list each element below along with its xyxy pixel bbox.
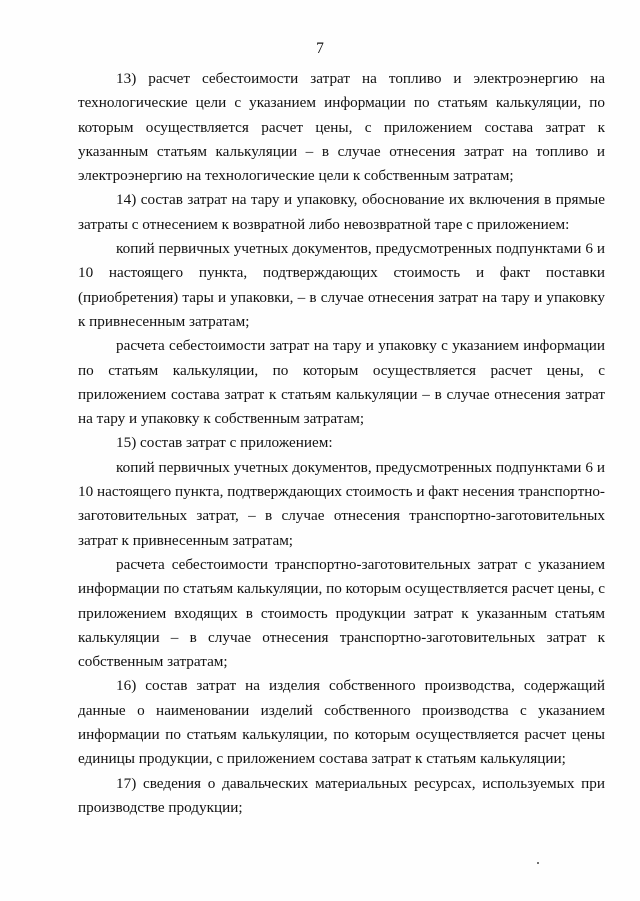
paragraph-15: 15) состав затрат с приложением: xyxy=(116,434,333,452)
document-body xyxy=(78,67,605,820)
paragraph-14: 14) состав затрат на тару и упаковку, обоснование их включения в прямые затраты с отнесением к возвратной либо невозвратной таре с приложением: xyxy=(78,191,605,233)
scan-speck xyxy=(537,862,539,864)
paragraph-16: 16) состав затрат на изделия собственного производства, содержащий данные о наименовании изделий собственного производства с указанием информации по статьям калькуляции, по которым осуществляется расчет цены единицы продукции, с приложением состава затрат к статьям калькуляции; xyxy=(78,677,605,768)
paragraph-14-copies: копий первичных учетных документов, предусмотренных подпунктами 6 и 10 настоящего пункта, подтверждающих стоимость и факт поставки (приобретения) тары и упаковки, – в случае отнесения затрат на тару и упаковку к привнесенным затратам; xyxy=(78,240,605,330)
page-number: 7 xyxy=(316,40,324,57)
paragraph-15-copies: копий первичных учетных документов, предусмотренных подпунктами 6 и 10 настоящего пункта, подтверждающих стоимость и факт несения транспортно-заготовительных затрат, – в случае отнесения транспортно-заготовительных затрат к привнесенным затратам; xyxy=(78,458,605,549)
paragraph-13: 13) расчет себестоимости затрат на топливо и электроэнергию на технологические цели с указанием информации по статьям калькуляции, по которым осуществляется расчет цены, с приложением состава затрат к указанным статьям калькуляции – в случае отнесения затрат на топливо и электроэнергию на технологические цели к собственным затратам; xyxy=(78,70,605,185)
paragraph-15-calculation: расчета себестоимости транспортно-заготовительных затрат с указанием информации по статьям калькуляции, по которым осуществляется расчет цены, с приложением входящих в стоимость продукции затрат к указанным статьям калькуляции – в случае отнесения транспортно-заготовительных затрат к собственным затратам; xyxy=(78,555,605,671)
paragraph-17: 17) сведения о давальческих материальных ресурсах, используемых при производстве продукции; xyxy=(78,774,605,816)
paragraph-14-calculation: расчета себестоимости затрат на тару и упаковку с указанием информации по статьям калькуляции, по которым осуществляется расчет цены, с приложением состава затрат к статьям калькуляции – в случае отнесения затрат на тару и упаковку к собственным затратам; xyxy=(78,337,605,428)
